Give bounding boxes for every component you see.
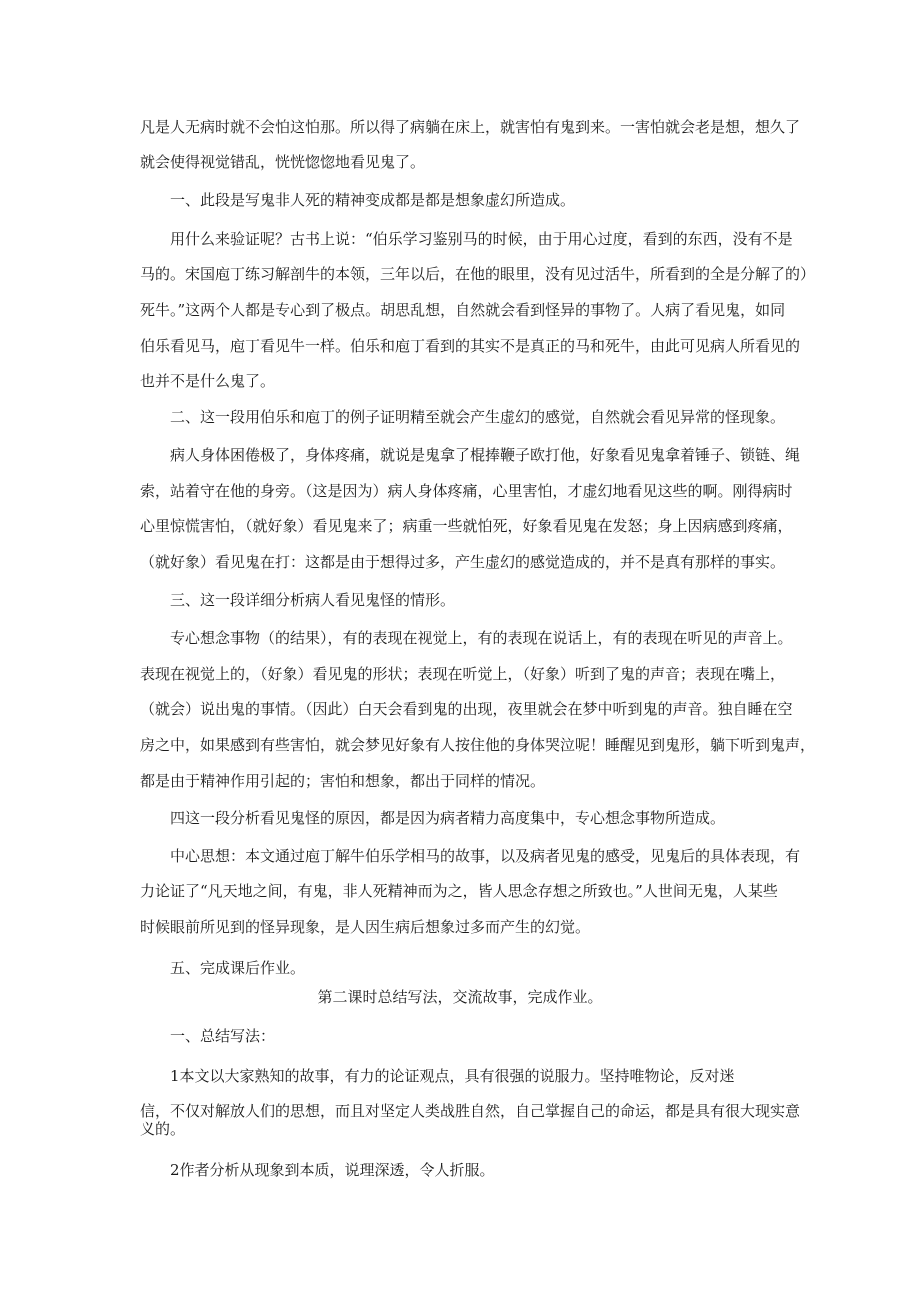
paragraph-line: 病人身体困倦极了，身体疼痛，就说是鬼拿了棍捧鞭子欧打他，好象看见鬼拿着锤子、锁链、绳 — [170, 446, 801, 464]
section-heading-4: 四这一段分析看见鬼怪的原因，都是因为病者精力高度集中，专心想念事物所造成。 — [170, 809, 726, 827]
paragraph-line: 凡是人无病时就不会怕这怕那。所以得了病躺在床上，就害怕有鬼到来。一害怕就会老是想，想久了 — [140, 118, 801, 136]
lesson-title: 第二课时总结写法，交流故事，完成作业。 — [317, 988, 603, 1006]
paragraph-line: 就会使得视觉错乱，恍恍惚惚地看见鬼了。 — [140, 153, 426, 171]
paragraph-line: 马的。宋国庖丁练习解剖牛的本领，三年以后，在他的眼里，没有见过活牛，所看到的全是分解了的） — [140, 265, 816, 283]
paragraph-line: 信，不仅对解放人们的思想，而且对坚定人类战胜自然，自己掌握自己的命运，都是具有很大现实意 — [140, 1102, 801, 1120]
paragraph-line: 死牛。”这两个人都是专心到了极点。胡思乱想，自然就会看到怪异的事物了。人病了看见鬼，如同 — [140, 301, 786, 319]
paragraph-line: 房之中，如果感到有些害怕，就会梦见好象有人按住他的身体哭泣呢！睡醒见到鬼形，躺下听到鬼声， — [140, 736, 816, 754]
paragraph-line: （就会）说出鬼的事情。（因此）白天会看到鬼的出现，夜里就会在梦中听到鬼的声音。独自睡在空 — [140, 700, 793, 718]
paragraph-line: 表现在视觉上的，（好象）看见鬼的形状；表现在听觉上，（好象）听到了鬼的声音；表现在嘴上， — [140, 665, 786, 683]
paragraph-line: 力论证了“凡天地之间，有鬼，非人死精神而为之，皆人思念存想之所致也。”人世间无鬼，人某些 — [140, 882, 778, 900]
paragraph-line: （就好象）看见鬼在打：这都是由于想得过多，产生虚幻的感觉造成的，并不是真有那样的事实。 — [140, 553, 786, 571]
paragraph-line: 用什么来验证呢？古书上说：“伯乐学习鉴别马的时候，由于用心过度，看到的东西，没有不是 — [170, 230, 793, 248]
section-heading-summary: 一、总结写法： — [170, 1027, 276, 1045]
paragraph-line: 伯乐看见马，庖丁看见牛一样。伯乐和庖丁看到的其实不是真正的马和死牛，由此可见病人所看见的 — [140, 337, 801, 355]
section-heading-3: 三、这一段详细分析病人看见鬼怪的情形。 — [170, 591, 456, 609]
section-heading-1: 一、此段是写鬼非人死的精神变成都是都是想象虚幻所造成。 — [170, 191, 576, 209]
paragraph-line: 中心思想：本文通过庖丁解牛伯乐学相马的故事，以及病者见鬼的感受，见鬼后的具体表现，有 — [170, 847, 801, 865]
paragraph-line: 都是由于精神作用引起的；害怕和想象，都出于同样的情况。 — [140, 772, 546, 790]
paragraph-line: 1本文以大家熟知的故事，有力的论证观点，具有很强的说服力。坚持唯物论，反对迷 — [170, 1067, 735, 1085]
paragraph-line: 义的。 — [140, 1120, 186, 1138]
paragraph-line: 2作者分析从现象到本质，说理深透，令人折服。 — [170, 1161, 495, 1179]
section-heading-2: 二、这一段用伯乐和庖丁的例子证明精至就会产生虚幻的感觉，自然就会看见异常的怪现象。 — [170, 408, 786, 426]
section-heading-5: 五、完成课后作业。 — [170, 959, 306, 977]
paragraph-line: 时候眼前所见到的怪异现象，是人因生病后想象过多而产生的幻觉。 — [140, 918, 591, 936]
paragraph-line: 也并不是什么鬼了。 — [140, 372, 276, 390]
paragraph-line: 心里惊慌害怕，（就好象）看见鬼来了；病重一些就怕死，好象看见鬼在发怒；身上因病感到疼痛， — [140, 517, 793, 535]
paragraph-line: 专心想念事物（的结果），有的表现在视觉上，有的表现在说话上，有的表现在听见的声音上。 — [170, 629, 793, 647]
paragraph-line: 索，站着守在他的身旁。（这是因为）病人身体疼痛，心里害怕，才虚幻地看见这些的啊。刚得病时 — [140, 482, 793, 500]
